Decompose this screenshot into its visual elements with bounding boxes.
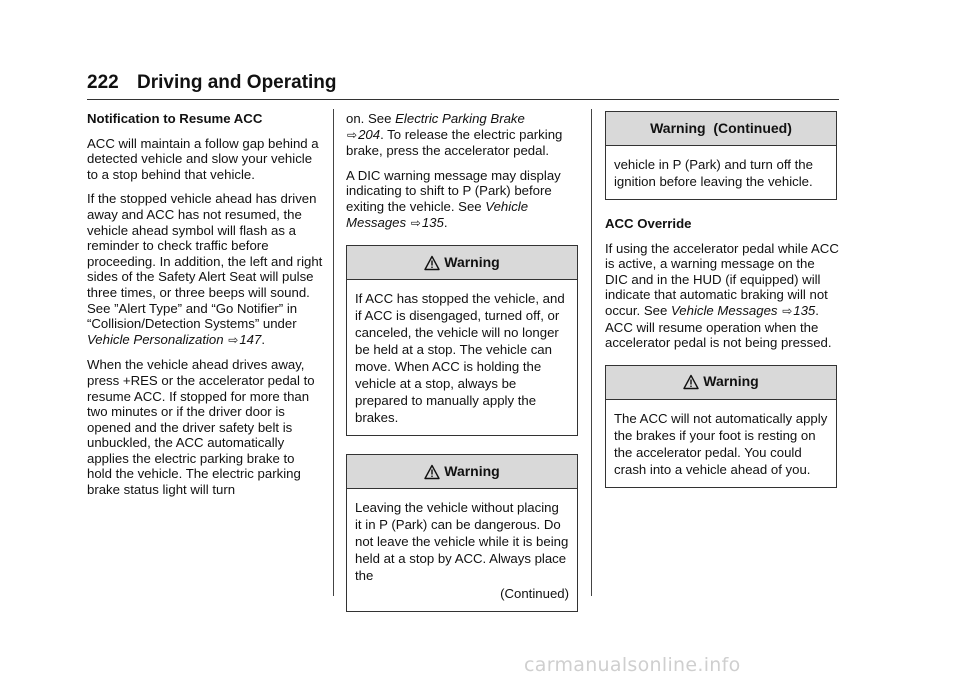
warning-box (605, 365, 837, 488)
header-rule (87, 99, 839, 100)
column-divider (591, 109, 592, 596)
warning-title: Warning (Continued) (650, 119, 792, 136)
page-reference-arrow-icon: ⇨ (410, 215, 421, 230)
page-number: 222 (87, 72, 119, 93)
warning-box-continued (605, 111, 837, 200)
heading-acc-override: ACC Override (605, 216, 692, 231)
warning-header (606, 366, 836, 400)
page-reference[interactable]: 204 (358, 126, 381, 142)
continued-label: (Continued) (500, 586, 569, 602)
warning-triangle-icon (683, 374, 699, 390)
paragraph: If the stopped vehicle ahead has driven away and ACC has not resumed, the vehicle ahead symbol will flash as a reminder to check traffic before proceeding. In addition, the left and right sides of the Safety Alert Seat will pulse three times, or three beeps will sound. See ”Alert Type” and “Go Notifier” in “Collision/Detection Systems” under Vehicle Personalization ⇨147. (87, 191, 323, 347)
warning-body: If ACC has stopped the vehicle, and if ACC is disengaged, turned off, or canceled, the vehicle will no longer be held at a stop. The vehicle can move. When ACC is holding the vehicle at a stop, always be prepared to manually apply the brakes. (355, 291, 565, 426)
column-divider (333, 109, 334, 596)
warning-body: The ACC will not automatically apply the brakes if your foot is resting on the accelerator pedal. You could crash into a vehicle ahead of you. (614, 410, 828, 477)
column-1 (87, 111, 323, 507)
column-2 (346, 111, 582, 630)
paragraph: ACC will maintain a follow gap behind a detected vehicle and slow your vehicle to a stop behind that vehicle. (87, 135, 319, 182)
cross-reference-link[interactable]: Vehicle Messages (346, 198, 529, 230)
warning-text: Leaving the vehicle without placing it in P (Park) can be dangerous. Do not leave the vehicle while it is being held at a stop by ACC. Always place the (355, 500, 569, 584)
warning-box (346, 454, 578, 612)
warning-header (347, 455, 577, 489)
page-reference-arrow-icon: ⇨ (782, 303, 793, 318)
cross-reference-link[interactable]: Vehicle Personalization (87, 331, 224, 347)
paragraph: A DIC warning message may display indicating to shift to P (Park) before exiting the vehicle. See Vehicle Messages ⇨135. (346, 167, 561, 230)
heading-notification-resume-acc: Notification to Resume ACC (87, 111, 263, 126)
warning-header (347, 246, 577, 280)
page-reference-arrow-icon: ⇨ (347, 127, 358, 142)
page-reference[interactable]: 135 (793, 302, 816, 318)
paragraph: When the vehicle ahead drives away, press +RES or the accelerator pedal to resume ACC. If stopped for more than two minutes or if the driver door is opened and the driver safety belt is unbuckled, the ACC automatically applies the electric parking brake to hold the vehicle. The electric parking brake status light will turn (87, 357, 315, 498)
warning-body: vehicle in P (Park) and turn off the ignition before leaving the vehicle. (614, 157, 813, 189)
warning-title: Warning (703, 373, 759, 390)
paragraph: on. See Electric Parking Brake ⇨204. To release the electric parking brake, press the accelerator pedal. (346, 111, 563, 159)
cross-reference-link[interactable]: Electric Parking Brake (395, 111, 525, 126)
warning-body (347, 489, 577, 611)
page-reference[interactable]: 135 (421, 214, 444, 230)
page-reference-arrow-icon: ⇨ (228, 332, 239, 347)
watermark: carmanualsonline.info (524, 654, 741, 676)
warning-triangle-icon (424, 255, 440, 271)
warning-box (346, 245, 578, 436)
paragraph: If using the accelerator pedal while ACC is active, a warning message on the DIC and in the HUD (if equipped) will indicate that automatic braking will not occur. See Vehicle Messages ⇨135. ACC will resume operation when the accelerator pedal is not being pressed. (605, 240, 839, 351)
warning-triangle-icon (424, 464, 440, 480)
section-title: Driving and Operating (137, 72, 337, 93)
warning-header (606, 112, 836, 146)
cross-reference-link[interactable]: Vehicle Messages (670, 302, 778, 318)
warning-title: Warning (444, 253, 500, 270)
column-3 (605, 111, 841, 506)
page-reference[interactable]: 147 (239, 331, 262, 347)
page-header (87, 70, 839, 100)
warning-title: Warning (444, 462, 500, 479)
